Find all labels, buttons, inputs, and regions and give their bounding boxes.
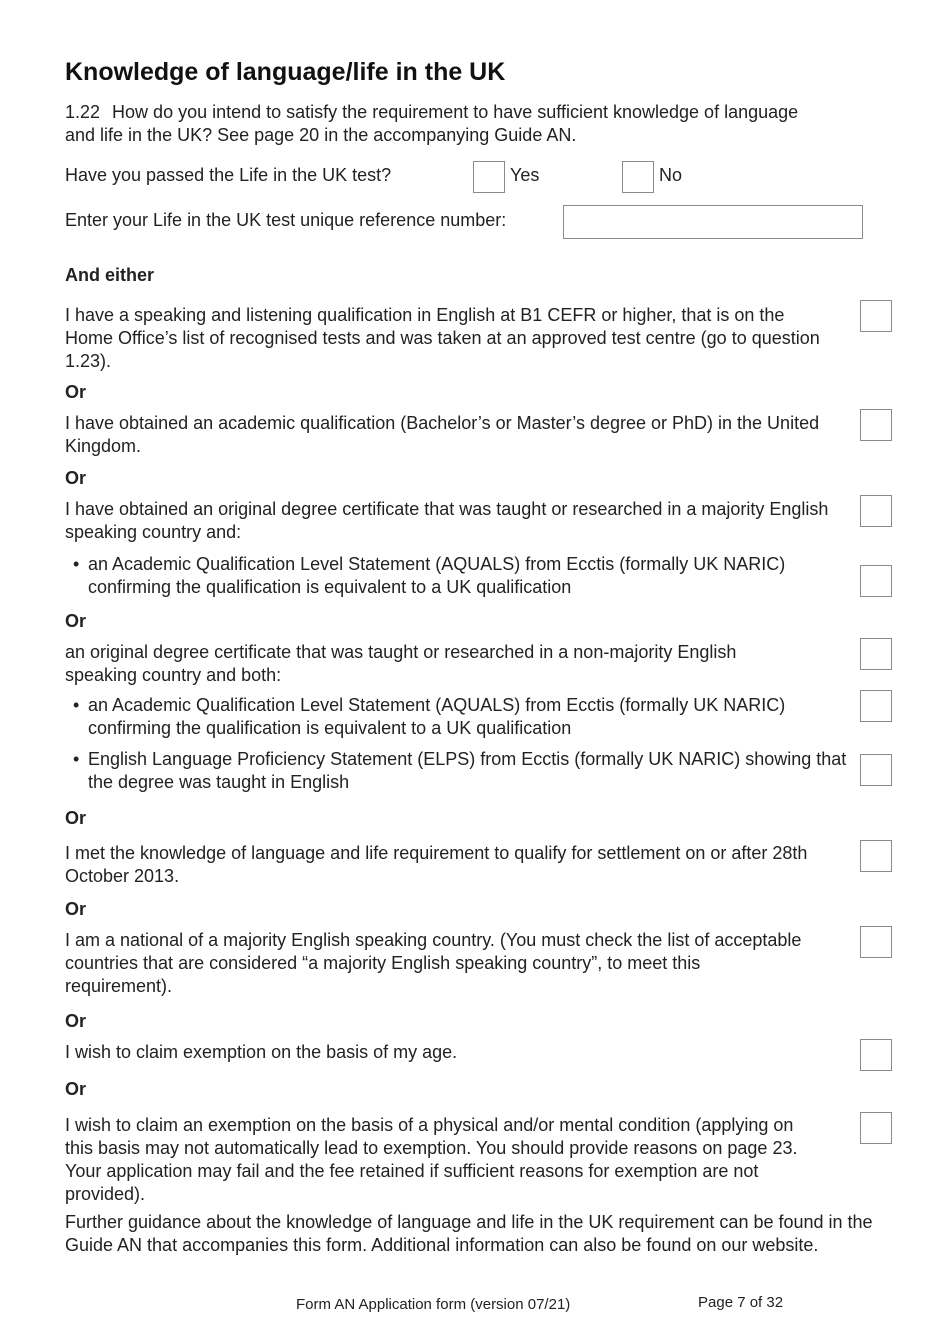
question-line-2: and life in the UK? See page 20 in the accompanying Guide AN. bbox=[65, 125, 577, 145]
settlement-2013-checkbox[interactable] bbox=[860, 840, 892, 872]
option-majority-english-degree: I have obtained an original degree certificate that was taught or researched in a majority English speaking country and: bbox=[65, 499, 829, 542]
option-settlement-2013: I met the knowledge of language and life requirement to qualify for settlement on or after 28th October 2013. bbox=[65, 843, 808, 886]
footer-page-number: Page 7 of 32 bbox=[698, 1294, 784, 1311]
life-test-yes-checkbox[interactable] bbox=[473, 161, 505, 193]
option-age-exemption: I wish to claim exemption on the basis of my age. bbox=[65, 1042, 458, 1062]
reference-number-label: Enter your Life in the UK test unique reference number: bbox=[65, 210, 507, 230]
page-title: Knowledge of language/life in the UK bbox=[65, 58, 506, 86]
life-test-yes-label: Yes bbox=[510, 165, 540, 185]
option-majority-english-national: I am a national of a majority English speaking country. (You must check the list of acceptable countries that are considered “a majority English speaking country”, to meet this requirement). bbox=[65, 930, 802, 996]
bullet-marker: • bbox=[73, 554, 80, 574]
and-either-heading: And either bbox=[65, 265, 155, 285]
question-number: 1.22 bbox=[65, 102, 101, 122]
majority-english-degree-checkbox[interactable] bbox=[860, 495, 892, 527]
option-aquals-statement: an Academic Qualification Level Statement (AQUALS) from Ecctis (formally UK NARIC) confirming the qualification is equivalent to a UK qualification bbox=[88, 554, 786, 597]
bullet-marker: • bbox=[73, 695, 80, 715]
or-label: Or bbox=[65, 1011, 87, 1031]
question-text bbox=[65, 101, 885, 147]
or-label: Or bbox=[65, 1079, 87, 1099]
bullet-marker: • bbox=[73, 749, 80, 769]
or-label: Or bbox=[65, 382, 87, 402]
question-line-1: How do you intend to satisfy the requirement to have sufficient knowledge of language bbox=[112, 102, 799, 122]
reference-number-input[interactable] bbox=[563, 205, 863, 239]
life-test-no-checkbox[interactable] bbox=[622, 161, 654, 193]
option-condition-exemption: I wish to claim an exemption on the basis of a physical and/or mental condition (applying on this basis may not automatically lead to exemption. You should provide reasons on page 23. Your application may fail and the fee retained if sufficient reasons for exemption are not provided). bbox=[65, 1115, 798, 1204]
majority-english-national-checkbox[interactable] bbox=[860, 926, 892, 958]
footer-form-version: Form AN Application form (version 07/21) bbox=[296, 1296, 571, 1313]
or-label: Or bbox=[65, 899, 87, 919]
elps-statement-checkbox[interactable] bbox=[860, 754, 892, 786]
or-label: Or bbox=[65, 611, 87, 631]
option-elps-statement: English Language Proficiency Statement (ELPS) from Ecctis (formally UK NARIC) showing that the degree was taught in English bbox=[88, 749, 847, 792]
age-exemption-checkbox[interactable] bbox=[860, 1039, 892, 1071]
guidance-text: Further guidance about the knowledge of language and life in the UK requirement can be found in the Guide AN that accompanies this form. Additional information can also be found on our website. bbox=[65, 1212, 873, 1255]
option-speaking-qualification: I have a speaking and listening qualification in English at B1 CEFR or higher, that is on the Home Office’s list of recognised tests and was taken at an approved test centre (go to question 1.23). bbox=[65, 305, 820, 371]
option-academic-qualification-uk: I have obtained an academic qualification (Bachelor’s or Master’s degree or PhD) in the United Kingdom. bbox=[65, 413, 820, 456]
option-aquals-statement-nonmajority: an Academic Qualification Level Statement (AQUALS) from Ecctis (formally UK NARIC) confirming the qualification is equivalent to a UK qualification bbox=[88, 695, 786, 738]
non-majority-english-degree-checkbox[interactable] bbox=[860, 638, 892, 670]
option-non-majority-english-degree: an original degree certificate that was taught or researched in a non-majority English speaking country and both: bbox=[65, 642, 737, 685]
condition-exemption-checkbox[interactable] bbox=[860, 1112, 892, 1144]
life-test-label: Have you passed the Life in the UK test? bbox=[65, 165, 392, 185]
or-label: Or bbox=[65, 808, 87, 828]
academic-qualification-uk-checkbox[interactable] bbox=[860, 409, 892, 441]
life-test-no-label: No bbox=[659, 165, 683, 185]
aquals-statement-checkbox[interactable] bbox=[860, 565, 892, 597]
aquals-nonmajority-checkbox[interactable] bbox=[860, 690, 892, 722]
speaking-qualification-checkbox[interactable] bbox=[860, 300, 892, 332]
or-label: Or bbox=[65, 468, 87, 488]
